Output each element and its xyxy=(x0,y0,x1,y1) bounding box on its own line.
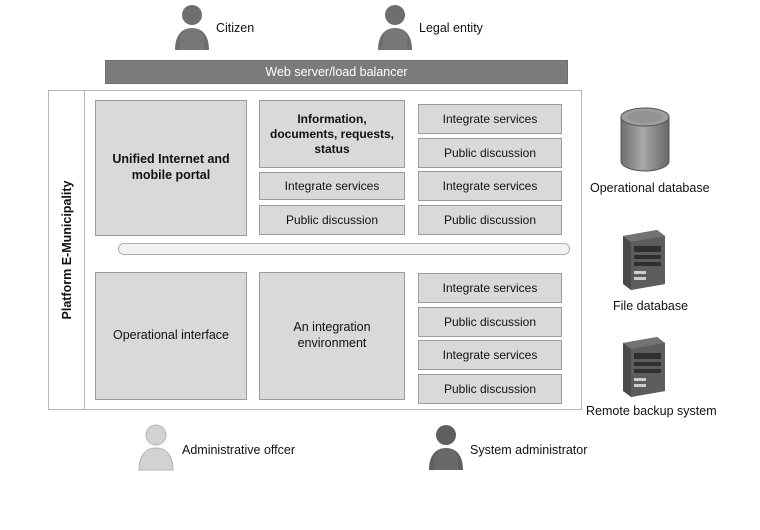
lower-right-public-discussion-1-label: Public discussion xyxy=(443,314,537,329)
platform-title-cell xyxy=(49,91,85,409)
operational-interface-box xyxy=(95,272,247,400)
server-tower-icon xyxy=(617,228,669,290)
system-administrator-person-icon xyxy=(426,424,466,470)
file-database-label: File database xyxy=(613,299,689,313)
information-documents-label: Information, documents, requests, status xyxy=(269,111,395,156)
operational-interface-label: Operational interface xyxy=(112,328,230,343)
integration-environment-label: An integration environment xyxy=(293,320,371,350)
operational-database-label: Operational database xyxy=(590,181,710,195)
upper-right-integrate-services-2-label: Integrate services xyxy=(442,178,538,193)
upper-right-integrate-services-1 xyxy=(418,104,562,134)
legal-entity-person-icon xyxy=(375,4,415,50)
middle-integrate-services-label: Integrate services xyxy=(284,178,380,193)
actor-system-administrator-label: System administrator xyxy=(470,443,588,457)
lower-right-integrate-services-1 xyxy=(418,273,562,303)
actor-citizen-label: Citizen xyxy=(216,21,255,35)
upper-right-public-discussion-2 xyxy=(418,205,562,235)
lower-right-public-discussion-1 xyxy=(418,307,562,337)
lower-right-public-discussion-2 xyxy=(418,374,562,404)
upper-right-integrate-services-2 xyxy=(418,171,562,201)
citizen-person-icon xyxy=(172,4,212,50)
remote-backup-system-label: Remote backup system xyxy=(586,404,717,418)
actor-administrative-officer xyxy=(136,424,176,470)
integration-environment-box xyxy=(259,272,405,400)
lower-right-integrate-services-1-label: Integrate services xyxy=(442,280,538,295)
upper-right-public-discussion-2-label: Public discussion xyxy=(443,212,537,227)
upper-right-integrate-services-1-label: Integrate services xyxy=(442,111,538,126)
server-tower-icon xyxy=(617,335,669,397)
lower-right-integrate-services-2 xyxy=(418,340,562,370)
middle-public-discussion-box xyxy=(259,205,405,235)
database-cylinder-icon xyxy=(617,105,673,173)
middle-integrate-services-box xyxy=(259,172,405,200)
actor-system-administrator xyxy=(426,424,466,470)
actor-citizen xyxy=(172,4,212,50)
information-documents-box xyxy=(259,100,405,168)
unified-portal-box xyxy=(95,100,247,236)
actor-legal-entity xyxy=(375,4,415,50)
upper-right-public-discussion-1-label: Public discussion xyxy=(443,145,537,160)
lower-right-public-discussion-2-label: Public discussion xyxy=(443,381,537,396)
operational-database-icon-wrap xyxy=(617,105,673,173)
web-server-label: Web server/load balancer xyxy=(265,65,408,79)
web-server-load-balancer-bar xyxy=(105,60,568,84)
unified-portal-label: Unified Internet and mobile portal xyxy=(112,152,230,182)
file-database-icon-wrap xyxy=(617,228,669,290)
remote-backup-system-icon-wrap xyxy=(617,335,669,397)
actor-legal-entity-label: Legal entity xyxy=(419,21,483,35)
upper-right-public-discussion-1 xyxy=(418,138,562,168)
administrative-officer-person-icon xyxy=(136,424,176,470)
middle-public-discussion-label: Public discussion xyxy=(285,212,379,227)
lower-right-integrate-services-2-label: Integrate services xyxy=(442,347,538,362)
integration-bus xyxy=(118,243,570,255)
platform-title: Platform E-Municipality xyxy=(59,180,74,320)
actor-administrative-officer-label: Administrative offcer xyxy=(182,443,296,457)
